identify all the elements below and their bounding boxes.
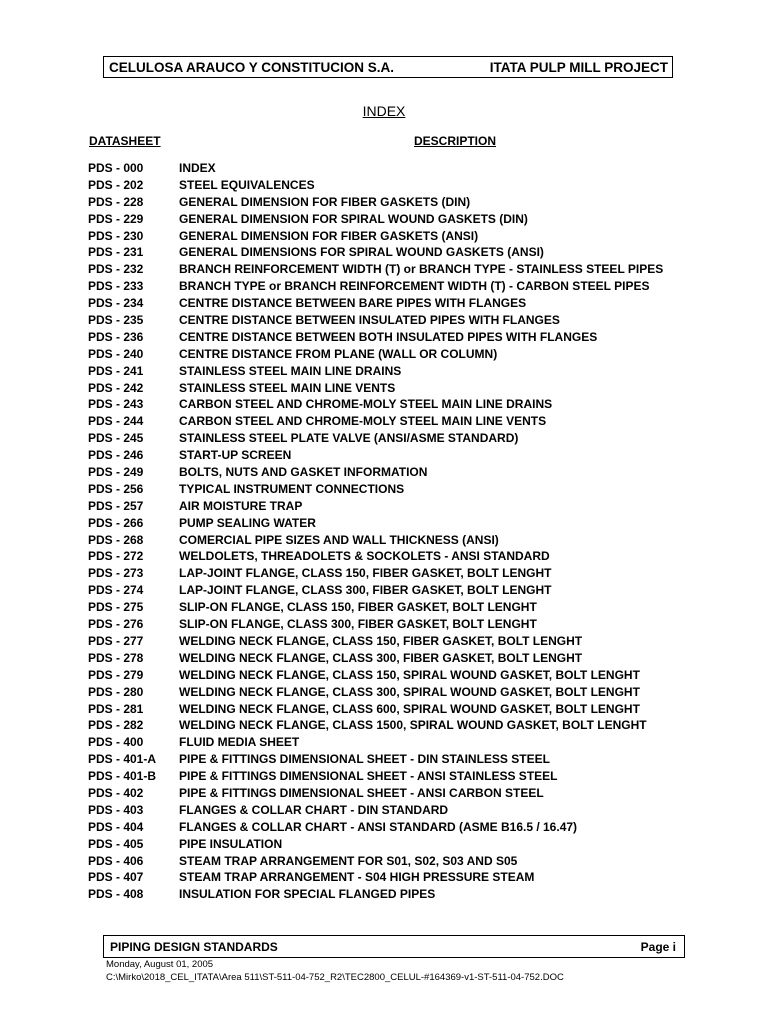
datasheet-code: PDS - 228 bbox=[88, 194, 144, 209]
datasheet-code: PDS - 234 bbox=[88, 296, 144, 311]
datasheet-description: INSULATION FOR SPECIAL FLANGED PIPES bbox=[179, 887, 436, 902]
datasheet-description: FLUID MEDIA SHEET bbox=[179, 735, 300, 750]
datasheet-code: PDS - 257 bbox=[88, 498, 144, 513]
datasheet-description: WELDING NECK FLANGE, CLASS 150, FIBER GASKET, BOLT LENGHT bbox=[179, 633, 583, 648]
list-item bbox=[88, 447, 728, 464]
list-item bbox=[88, 177, 728, 194]
datasheet-code: PDS - 408 bbox=[88, 887, 144, 902]
datasheet-description: GENERAL DIMENSION FOR FIBER GASKETS (ANSI) bbox=[179, 228, 479, 243]
list-item bbox=[88, 886, 728, 903]
list-item bbox=[88, 684, 728, 701]
datasheet-description: AIR MOISTURE TRAP bbox=[179, 498, 303, 513]
datasheet-description: INDEX bbox=[179, 161, 216, 175]
datasheet-code: PDS - 407 bbox=[88, 870, 144, 885]
footer-date: Monday, August 01, 2005 bbox=[106, 959, 214, 970]
datasheet-description: STAINLESS STEEL MAIN LINE VENTS bbox=[179, 380, 396, 395]
datasheet-code: PDS - 233 bbox=[88, 279, 144, 294]
list-item bbox=[88, 734, 728, 751]
datasheet-code: PDS - 241 bbox=[88, 363, 144, 378]
datasheet-description: STAINLESS STEEL PLATE VALVE (ANSI/ASME STANDARD) bbox=[179, 431, 519, 446]
file-path: C:\Mirko\2018_CEL_ITATA\Area 511\ST-511-04-752_R2\TEC2800_CELUL-#164369-v1-ST-511-04-752.DOC bbox=[106, 972, 564, 983]
datasheet-description: CENTRE DISTANCE FROM PLANE (WALL OR COLUMN) bbox=[179, 346, 498, 361]
list-item bbox=[88, 599, 728, 616]
description-column-header: DESCRIPTION bbox=[414, 134, 497, 148]
datasheet-code: PDS - 230 bbox=[88, 228, 144, 243]
list-item bbox=[88, 836, 728, 853]
datasheet-code: PDS - 231 bbox=[88, 245, 144, 260]
datasheet-code: PDS - 236 bbox=[88, 329, 144, 344]
datasheet-code: PDS - 402 bbox=[88, 785, 144, 800]
datasheet-description: CENTRE DISTANCE BETWEEN BARE PIPES WITH FLANGES bbox=[179, 296, 527, 311]
datasheet-code: PDS - 000 bbox=[88, 161, 144, 175]
list-item bbox=[88, 717, 728, 734]
datasheet-description: LAP-JOINT FLANGE, CLASS 150, FIBER GASKET, BOLT LENGHT bbox=[179, 566, 552, 581]
datasheet-code: PDS - 232 bbox=[88, 262, 144, 277]
page-number: Page i bbox=[640, 939, 676, 954]
list-item bbox=[88, 295, 728, 312]
datasheet-description: STEAM TRAP ARRANGEMENT FOR S01, S02, S03 AND S05 bbox=[179, 853, 518, 868]
datasheet-code: PDS - 280 bbox=[88, 684, 144, 699]
list-item bbox=[88, 582, 728, 599]
company-name: CELULOSA ARAUCO Y CONSTITUCION S.A. bbox=[109, 59, 395, 75]
datasheet-description: LAP-JOINT FLANGE, CLASS 300, FIBER GASKET, BOLT LENGHT bbox=[179, 583, 552, 598]
datasheet-code: PDS - 273 bbox=[88, 566, 144, 581]
datasheet-code: PDS - 403 bbox=[88, 802, 144, 817]
datasheet-description: PIPE INSULATION bbox=[179, 836, 283, 851]
datasheet-description: FLANGES & COLLAR CHART - DIN STANDARD bbox=[179, 802, 449, 817]
footer-standard: PIPING DESIGN STANDARDS bbox=[110, 939, 278, 954]
datasheet-code: PDS - 268 bbox=[88, 532, 144, 547]
list-item bbox=[88, 633, 728, 650]
datasheet-description: CENTRE DISTANCE BETWEEN INSULATED PIPES WITH FLANGES bbox=[179, 313, 560, 328]
datasheet-description: BRANCH TYPE or BRANCH REINFORCEMENT WIDTH (T) - CARBON STEEL PIPES bbox=[179, 279, 650, 294]
datasheet-code: PDS - 244 bbox=[88, 414, 144, 429]
list-item bbox=[88, 312, 728, 329]
datasheet-code: PDS - 278 bbox=[88, 650, 144, 665]
datasheet-description: PIPE & FITTINGS DIMENSIONAL SHEET - DIN STAINLESS STEEL bbox=[179, 752, 550, 767]
datasheet-code: PDS - 202 bbox=[88, 177, 144, 192]
list-item bbox=[88, 329, 728, 346]
datasheet-code: PDS - 243 bbox=[88, 397, 144, 412]
datasheet-description: SLIP-ON FLANGE, CLASS 300, FIBER GASKET, BOLT LENGHT bbox=[179, 617, 537, 632]
datasheet-description: STEAM TRAP ARRANGEMENT - S04 HIGH PRESSURE STEAM bbox=[179, 870, 535, 885]
datasheet-description: BOLTS, NUTS AND GASKET INFORMATION bbox=[179, 465, 428, 480]
datasheet-description: START-UP SCREEN bbox=[179, 448, 292, 463]
datasheet-code: PDS - 249 bbox=[88, 465, 144, 480]
datasheet-code: PDS - 282 bbox=[88, 718, 144, 733]
datasheet-code: PDS - 404 bbox=[88, 819, 144, 834]
list-item bbox=[88, 363, 728, 380]
datasheet-description: SLIP-ON FLANGE, CLASS 150, FIBER GASKET, BOLT LENGHT bbox=[179, 600, 537, 615]
datasheet-code: PDS - 266 bbox=[88, 515, 144, 530]
datasheet-code: PDS - 276 bbox=[88, 617, 144, 632]
datasheet-code: PDS - 246 bbox=[88, 448, 144, 463]
datasheet-code: PDS - 281 bbox=[88, 701, 144, 716]
datasheet-description: BRANCH REINFORCEMENT WIDTH (T) or BRANCH TYPE - STAINLESS STEEL PIPES bbox=[179, 262, 664, 277]
list-item bbox=[88, 160, 728, 177]
datasheet-description: WELDING NECK FLANGE, CLASS 300, FIBER GASKET, BOLT LENGHT bbox=[179, 650, 583, 665]
datasheet-description: WELDING NECK FLANGE, CLASS 300, SPIRAL WOUND GASKET, BOLT LENGHT bbox=[179, 684, 640, 699]
list-item bbox=[88, 819, 728, 836]
datasheet-description: WELDING NECK FLANGE, CLASS 150, SPIRAL WOUND GASKET, BOLT LENGHT bbox=[179, 667, 640, 682]
datasheet-description: GENERAL DIMENSIONS FOR SPIRAL WOUND GASKETS (ANSI) bbox=[179, 245, 544, 260]
list-item bbox=[88, 194, 728, 211]
list-item bbox=[88, 346, 728, 363]
document-footer bbox=[103, 935, 685, 958]
datasheet-description: CARBON STEEL AND CHROME-MOLY STEEL MAIN LINE DRAINS bbox=[179, 397, 553, 412]
list-item bbox=[88, 228, 728, 245]
list-item bbox=[88, 211, 728, 228]
index-list bbox=[88, 160, 728, 903]
datasheet-code: PDS - 256 bbox=[88, 481, 144, 496]
datasheet-column-header: DATASHEET bbox=[89, 134, 161, 148]
datasheet-description: PIPE & FITTINGS DIMENSIONAL SHEET - ANSI CARBON STEEL bbox=[179, 785, 544, 800]
datasheet-code: PDS - 406 bbox=[88, 853, 144, 868]
page-title: INDEX bbox=[362, 103, 406, 119]
datasheet-code: PDS - 275 bbox=[88, 600, 144, 615]
datasheet-description: STAINLESS STEEL MAIN LINE DRAINS bbox=[179, 363, 402, 378]
project-name: ITATA PULP MILL PROJECT bbox=[489, 59, 668, 75]
datasheet-description: STEEL EQUIVALENCES bbox=[179, 177, 315, 192]
list-item bbox=[88, 532, 728, 549]
list-item bbox=[88, 515, 728, 532]
list-item bbox=[88, 768, 728, 785]
datasheet-code: PDS - 245 bbox=[88, 431, 144, 446]
datasheet-code: PDS - 401-B bbox=[88, 769, 157, 784]
datasheet-code: PDS - 279 bbox=[88, 667, 144, 682]
list-item bbox=[88, 802, 728, 819]
datasheet-description: WELDING NECK FLANGE, CLASS 1500, SPIRAL WOUND GASKET, BOLT LENGHT bbox=[179, 718, 647, 733]
list-item bbox=[88, 616, 728, 633]
list-item bbox=[88, 650, 728, 667]
datasheet-code: PDS - 277 bbox=[88, 633, 144, 648]
list-item bbox=[88, 380, 728, 397]
datasheet-code: PDS - 242 bbox=[88, 380, 144, 395]
list-item bbox=[88, 278, 728, 295]
datasheet-code: PDS - 400 bbox=[88, 735, 144, 750]
list-item bbox=[88, 413, 728, 430]
datasheet-code: PDS - 401-A bbox=[88, 752, 157, 767]
list-item bbox=[88, 481, 728, 498]
list-item bbox=[88, 261, 728, 278]
list-item bbox=[88, 498, 728, 515]
datasheet-code: PDS - 240 bbox=[88, 346, 144, 361]
datasheet-description: CENTRE DISTANCE BETWEEN BOTH INSULATED PIPES WITH FLANGES bbox=[179, 329, 598, 344]
datasheet-description: TYPICAL INSTRUMENT CONNECTIONS bbox=[179, 481, 405, 496]
datasheet-description: GENERAL DIMENSION FOR FIBER GASKETS (DIN) bbox=[179, 194, 471, 209]
list-item bbox=[88, 464, 728, 481]
list-item bbox=[88, 667, 728, 684]
datasheet-code: PDS - 274 bbox=[88, 583, 144, 598]
datasheet-code: PDS - 272 bbox=[88, 549, 144, 564]
datasheet-description: WELDING NECK FLANGE, CLASS 600, SPIRAL WOUND GASKET, BOLT LENGHT bbox=[179, 701, 640, 716]
datasheet-description: GENERAL DIMENSION FOR SPIRAL WOUND GASKETS (DIN) bbox=[179, 211, 528, 226]
list-item bbox=[88, 785, 728, 802]
datasheet-description: CARBON STEEL AND CHROME-MOLY STEEL MAIN LINE VENTS bbox=[179, 414, 547, 429]
datasheet-code: PDS - 229 bbox=[88, 211, 144, 226]
list-item bbox=[88, 701, 728, 718]
list-item bbox=[88, 751, 728, 768]
datasheet-code: PDS - 235 bbox=[88, 313, 144, 328]
datasheet-description: FLANGES & COLLAR CHART - ANSI STANDARD (ASME B16.5 / 16.47) bbox=[179, 819, 578, 834]
list-item bbox=[88, 565, 728, 582]
datasheet-code: PDS - 405 bbox=[88, 836, 144, 851]
list-item bbox=[88, 548, 728, 565]
list-item bbox=[88, 244, 728, 261]
datasheet-description: WELDOLETS, THREADOLETS & SOCKOLETS - ANSI STANDARD bbox=[179, 549, 550, 564]
datasheet-description: PIPE & FITTINGS DIMENSIONAL SHEET - ANSI STAINLESS STEEL bbox=[179, 769, 558, 784]
document-header bbox=[103, 56, 673, 78]
datasheet-description: PUMP SEALING WATER bbox=[179, 515, 316, 530]
list-item bbox=[88, 869, 728, 886]
datasheet-description: COMERCIAL PIPE SIZES AND WALL THICKNESS (ANSI) bbox=[179, 532, 499, 547]
list-item bbox=[88, 396, 728, 413]
list-item bbox=[88, 853, 728, 870]
list-item bbox=[88, 430, 728, 447]
